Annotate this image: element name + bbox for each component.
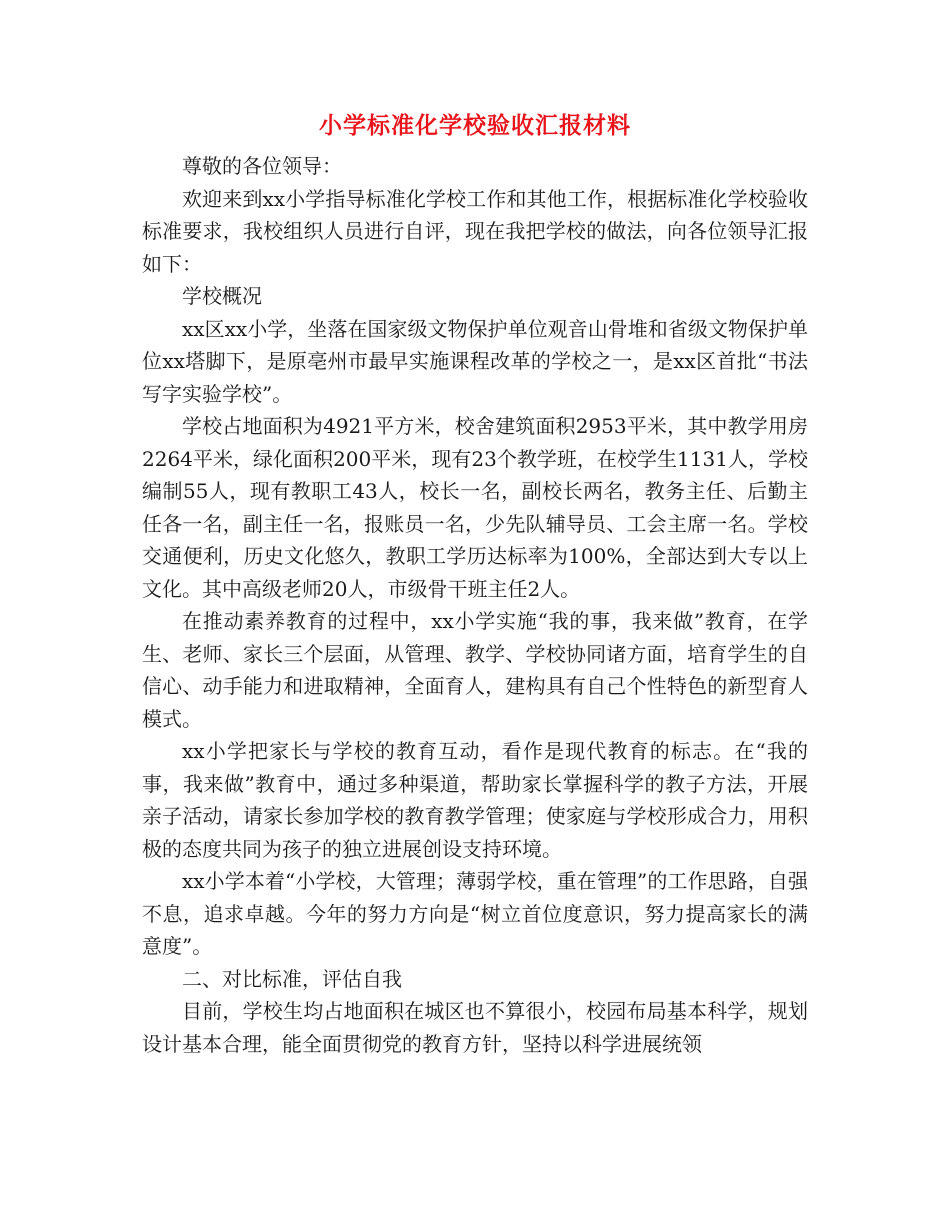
paragraph-location: xx区xx小学，坐落在国家级文物保护单位观音山骨堆和省级文物保护单位xx塔脚下，是原亳州市最早实施课程改革的学校之一，是xx区首批“书法写字实验学校”。 <box>142 316 808 406</box>
document-body <box>142 108 808 1060</box>
paragraph-management: xx小学本着“小学校，大管理；薄弱学校，重在管理”的工作思路，自强不息，追求卓越。今年的努力方向是“树立首位度意识，努力提高家长的满意度”。 <box>142 869 808 958</box>
paragraph-current-status: 目前，学校生均占地面积在城区也不算很小，校园布局基本科学，规划设计基本合理，能全面贯彻党的教育方针，坚持以科学进展统领 <box>142 999 808 1056</box>
paragraph-quality-education: 在推动素养教育的过程中，xx小学实施“我的事，我来做”教育，在学生、老师、家长三个层面，从管理、教学、学校协同诸方面，培育学生的自信心、动手能力和进取精神，全面育人，建构具有自己个性特色的新型育人模式。 <box>142 609 808 731</box>
document-title: 小学标准化学校验收汇报材料 <box>319 112 631 139</box>
paragraph-welcome: 欢迎来到xx小学指导标准化学校工作和其他工作，根据标准化学校验收标准要求，我校组织人员进行自评，现在我把学校的做法，向各位领导汇报如下： <box>142 186 808 276</box>
section-heading-evaluation: 二、对比标准，评估自我 <box>182 966 402 991</box>
paragraph-statistics: 学校占地面积为4921平方米，校舍建筑面积2953平米，其中教学用房2264平米，绿化面积200平米，现有23个教学班，在校学生1131人，学校编制55人，现有教职工43人，校长一名，副校长两名，教务主任、后勤主任各一名，副主任一名，报账员一名，少先队辅导员、工会主席一名。学校交通便利，历史文化悠久，教职工学历达标率为100%，全部达到大专以上文化。其中高级老师20人，市级骨干班主任2人。 <box>142 414 808 601</box>
section-heading-overview: 学校概况 <box>182 284 262 308</box>
paragraph-greeting: 尊敬的各位领导： <box>182 154 342 178</box>
paragraph-home-school: xx小学把家长与学校的教育互动，看作是现代教育的标志。在“我的事，我来做”教育中，通过多种渠道，帮助家长掌握科学的教子方法，开展亲子活动，请家长参加学校的教育教学管理；使家庭与学校形成合力，用积极的态度共同为孩子的独立进展创设支持环境。 <box>142 739 808 861</box>
